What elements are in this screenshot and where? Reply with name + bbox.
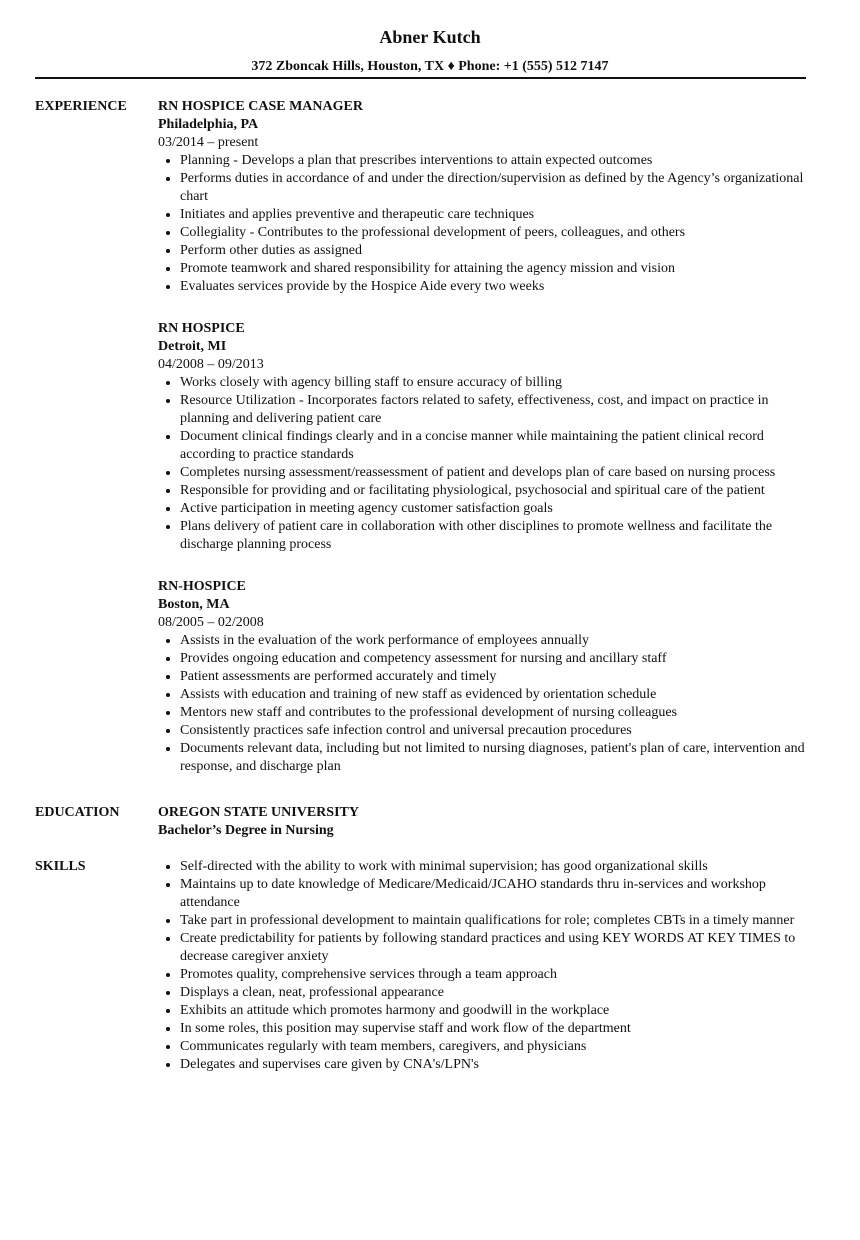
bullet-item: Assists with education and training of new staff as evidenced by orientation schedule: [180, 686, 808, 704]
bullet-item: Promote teamwork and shared responsibility for attaining the agency mission and vision: [180, 260, 808, 278]
bullet-item: Provides ongoing education and competency assessment for nursing and ancillary staff: [180, 650, 808, 668]
bullet-item: Documents relevant data, including but not limited to nursing diagnoses, patient's plan of care, intervention and response, and discharge plan: [180, 740, 808, 776]
bullet-item: Collegiality - Contributes to the professional development of peers, colleagues, and others: [180, 224, 808, 242]
job-entry: [158, 320, 808, 554]
skill-item: Delegates and supervises care given by CNA's/LPN's: [180, 1056, 808, 1074]
skill-item: Take part in professional development to maintain qualifications for role; completes CBTs in a timely manner: [180, 912, 808, 930]
section-heading: EDUCATION: [35, 805, 120, 820]
section-heading: SKILLS: [35, 859, 86, 874]
job-title: RN HOSPICE CASE MANAGER: [158, 99, 363, 114]
job-title: RN-HOSPICE: [158, 579, 246, 594]
bullet-item: Planning - Develops a plan that prescribes interventions to attain expected outcomes: [180, 152, 808, 170]
job-location: Philadelphia, PA: [158, 117, 259, 132]
job-location: Boston, MA: [158, 597, 230, 612]
experience-section: [35, 98, 815, 776]
degree: Bachelor’s Degree in Nursing: [158, 823, 334, 838]
bullet-item: Mentors new staff and contributes to the professional development of nursing colleagues: [180, 704, 808, 722]
skill-item: Create predictability for patients by following standard practices and using KEY WORDS AT KEY TIMES to decrease caregiver anxiety: [180, 930, 808, 966]
job-entry: [158, 578, 808, 776]
job-dates: 08/2005 – 02/2008: [158, 615, 264, 630]
job-bullets: [158, 632, 808, 776]
skill-item: Displays a clean, neat, professional appearance: [180, 984, 808, 1002]
job-bullets: [158, 374, 808, 554]
skill-item: Self-directed with the ability to work with minimal supervision; has good organizational skills: [180, 858, 808, 876]
job-bullets: [158, 152, 808, 296]
resume-body: [35, 98, 815, 1074]
bullet-item: Performs duties in accordance of and under the direction/supervision as defined by the Agency’s organizational chart: [180, 170, 808, 206]
header-divider: [35, 77, 806, 79]
bullet-item: Works closely with agency billing staff to ensure accuracy of billing: [180, 374, 808, 392]
bullet-item: Resource Utilization - Incorporates factors related to safety, effectiveness, cost, and impact on practice in planning and delivering patient care: [180, 392, 808, 428]
bullet-item: Completes nursing assessment/reassessment of patient and develops plan of care based on nursing process: [180, 464, 808, 482]
education-section: [35, 804, 815, 840]
bullet-item: Patient assessments are performed accurately and timely: [180, 668, 808, 686]
job-location: Detroit, MI: [158, 339, 227, 354]
resume-name: Abner Kutch: [379, 27, 481, 47]
skill-item: Communicates regularly with team members, caregivers, and physicians: [180, 1038, 808, 1056]
job-list: [158, 98, 808, 776]
skills-section: [35, 858, 815, 1074]
bullet-item: Perform other duties as assigned: [180, 242, 808, 260]
bullet-item: Evaluates services provide by the Hospice Aide every two weeks: [180, 278, 808, 296]
contact-line: 372 Zboncak Hills, Houston, TX ♦ Phone: +1 (555) 512 7147: [251, 59, 609, 74]
skills-list: [158, 858, 808, 1074]
bullet-item: Consistently practices safe infection control and universal precaution procedures: [180, 722, 808, 740]
job-entry: [158, 98, 808, 296]
skill-item: In some roles, this position may supervise staff and work flow of the department: [180, 1020, 808, 1038]
bullet-item: Document clinical findings clearly and in a concise manner while maintaining the patient clinical record according to practice standards: [180, 428, 808, 464]
skill-item: Exhibits an attitude which promotes harmony and goodwill in the workplace: [180, 1002, 808, 1020]
school-name: OREGON STATE UNIVERSITY: [158, 805, 359, 820]
bullet-item: Assists in the evaluation of the work performance of employees annually: [180, 632, 808, 650]
bullet-item: Initiates and applies preventive and therapeutic care techniques: [180, 206, 808, 224]
skill-item: Promotes quality, comprehensive services through a team approach: [180, 966, 808, 984]
bullet-item: Responsible for providing and or facilitating physiological, psychosocial and spiritual care of the patient: [180, 482, 808, 500]
section-heading: EXPERIENCE: [35, 99, 127, 114]
job-title: RN HOSPICE: [158, 321, 245, 336]
skill-item: Maintains up to date knowledge of Medicare/Medicaid/JCAHO standards thru in-services and workshop attendance: [180, 876, 808, 912]
job-dates: 04/2008 – 09/2013: [158, 357, 264, 372]
bullet-item: Active participation in meeting agency customer satisfaction goals: [180, 500, 808, 518]
bullet-item: Plans delivery of patient care in collaboration with other disciplines to promote wellness and facilitate the discharge planning process: [180, 518, 808, 554]
job-dates: 03/2014 – present: [158, 135, 259, 150]
